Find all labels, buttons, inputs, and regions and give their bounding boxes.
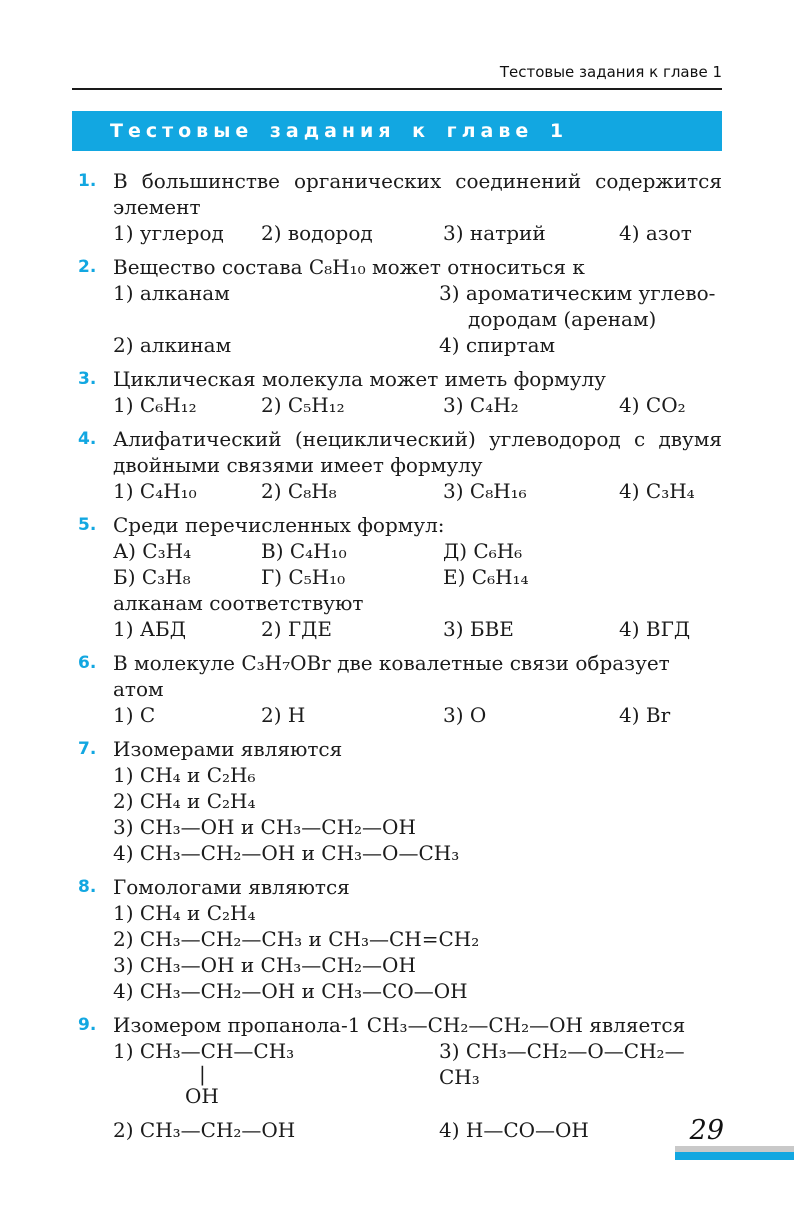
question-5-number: 5. xyxy=(78,515,97,535)
question-7-text: Изомерами являются xyxy=(113,737,343,761)
q8-option-1: 1) CH₄ и C₂H₄ xyxy=(113,901,256,925)
q4-option-1: 1) C₄H₁₀ xyxy=(113,479,197,503)
q7-option-2: 2) CH₄ и C₂H₄ xyxy=(113,789,256,813)
question-8-text: Гомологами являются xyxy=(113,875,350,899)
question-3-text: Циклическая молекула может иметь формулу xyxy=(113,367,606,391)
q6-option-2: 2) H xyxy=(261,703,306,727)
question-2 xyxy=(72,254,722,358)
banner-title: Тестовые задания к главе 1 xyxy=(110,120,569,142)
question-7-options xyxy=(113,762,722,866)
q9-option-2: 2) CH₃—CH₂—OH xyxy=(113,1118,296,1142)
q8-option-4: 4) CH₃—CH₂—OH и CH₃—CO—OH xyxy=(113,979,468,1003)
q4-option-3: 3) C₈H₁₆ xyxy=(443,479,527,503)
q3-option-4: 4) CO₂ xyxy=(619,393,686,417)
q7-option-3: 3) CH₃—OH и CH₃—CH₂—OH xyxy=(113,815,416,839)
question-8-number: 8. xyxy=(78,877,97,897)
q9-option-1-bond: | xyxy=(199,1062,206,1086)
q3-option-2: 2) C₅H₁₂ xyxy=(261,393,345,417)
question-6-number: 6. xyxy=(78,653,97,673)
question-5-formulas xyxy=(113,538,722,590)
running-head: Тестовые задания к главе 1 xyxy=(499,63,722,81)
q5-formula-e: Е) C₆H₁₄ xyxy=(443,565,529,589)
q9-option-4: 4) H—CO—OH xyxy=(439,1118,589,1142)
q4-option-2: 2) C₈H₈ xyxy=(261,479,337,503)
question-3-number: 3. xyxy=(78,369,97,389)
question-2-number: 2. xyxy=(78,257,97,277)
q1-option-3: 3) натрий xyxy=(443,221,546,245)
page-footer xyxy=(675,1116,794,1160)
question-7-number: 7. xyxy=(78,739,97,759)
q1-option-4: 4) азот xyxy=(619,221,692,245)
question-3-options xyxy=(113,392,722,418)
question-1 xyxy=(72,168,722,246)
question-2-text: Вещество состава C₈H₁₀ может относиться к xyxy=(113,255,585,279)
header-rule xyxy=(72,88,722,90)
q2-option-3-line2: дородам (аренам) xyxy=(468,307,657,331)
q6-option-3: 3) O xyxy=(443,703,487,727)
q3-option-3: 3) C₄H₂ xyxy=(443,393,519,417)
chapter-banner xyxy=(72,111,722,151)
question-4-text-line2: двойными связями имеет формулу xyxy=(113,453,483,477)
q6-option-1: 1) C xyxy=(113,703,156,727)
q9-option-1-oh: OH xyxy=(185,1084,219,1108)
q2-option-3 xyxy=(439,280,722,332)
question-3 xyxy=(72,366,722,418)
question-9-number: 9. xyxy=(78,1015,97,1035)
q1-option-1: 1) углерод xyxy=(113,221,224,245)
question-4 xyxy=(72,426,722,504)
q5-formula-g: Г) C₅H₁₀ xyxy=(261,565,346,589)
q5-formula-a: А) C₃H₄ xyxy=(113,539,192,563)
q4-option-4: 4) C₃H₄ xyxy=(619,479,695,503)
question-9-options xyxy=(113,1038,722,1143)
question-5-text2: алканам соответствуют xyxy=(113,591,364,615)
page-number: 29 xyxy=(689,1115,724,1146)
question-4-number: 4. xyxy=(78,429,97,449)
question-5-text: Среди перечисленных формул: xyxy=(113,513,445,537)
question-1-options xyxy=(113,220,722,246)
q5-formula-v: В) C₄H₁₀ xyxy=(261,539,347,563)
q8-option-2: 2) CH₃—CH₂—CH₃ и CH₃—CH=CH₂ xyxy=(113,927,480,951)
q5-option-4: 4) ВГД xyxy=(619,617,691,641)
question-5-options xyxy=(113,616,722,642)
question-6-options xyxy=(113,702,722,728)
q5-option-3: 3) БВЕ xyxy=(443,617,514,641)
q7-option-4: 4) CH₃—CH₂—OH и CH₃—O—CH₃ xyxy=(113,841,460,865)
q9-option-1-formula: 1) CH₃—CH—CH₃ xyxy=(113,1039,295,1063)
q7-option-1: 1) CH₄ и C₂H₆ xyxy=(113,763,256,787)
question-9 xyxy=(72,1012,722,1143)
question-1-number: 1. xyxy=(78,171,97,191)
question-7 xyxy=(72,736,722,866)
question-8-options xyxy=(113,900,722,1004)
q5-formula-d: Д) C₆H₆ xyxy=(443,539,523,563)
q2-option-1: 1) алканам xyxy=(113,281,230,305)
q6-option-4: 4) Br xyxy=(619,703,671,727)
question-6 xyxy=(72,650,722,728)
questions-list xyxy=(72,168,722,1143)
question-6-text: В молекуле C₃H₇OBr две ковалетные связи образует атом xyxy=(113,651,670,701)
q9-option-3: 3) CH₃—CH₂—O—CH₂—CH₃ xyxy=(439,1039,685,1089)
q2-option-4: 4) спиртам xyxy=(439,333,556,357)
q3-option-1: 1) C₆H₁₂ xyxy=(113,393,197,417)
question-1-text-line2: элемент xyxy=(113,195,201,219)
q5-formula-b: Б) C₃H₈ xyxy=(113,565,191,589)
q8-option-3: 3) CH₃—OH и CH₃—CH₂—OH xyxy=(113,953,416,977)
q1-option-2: 2) водород xyxy=(261,221,373,245)
q2-option-2: 2) алкинам xyxy=(113,333,232,357)
footer-bar-accent xyxy=(675,1152,794,1160)
question-9-text: Изомером пропанола-1 CH₃—CH₂—CH₂—OH является xyxy=(113,1013,686,1037)
question-8 xyxy=(72,874,722,1004)
q5-option-1: 1) АБД xyxy=(113,617,186,641)
question-4-text-line1: Алифатический (нециклический) углеводород с двумя xyxy=(113,427,722,451)
q9-option-1 xyxy=(113,1038,439,1108)
question-2-options xyxy=(113,280,722,358)
q2-option-3-line1: 3) ароматическим углево- xyxy=(439,281,716,305)
question-1-text-line1: В большинстве органических соединений содержится xyxy=(113,169,722,193)
q5-option-2: 2) ГДЕ xyxy=(261,617,332,641)
question-5 xyxy=(72,512,722,642)
question-4-options xyxy=(113,478,722,504)
